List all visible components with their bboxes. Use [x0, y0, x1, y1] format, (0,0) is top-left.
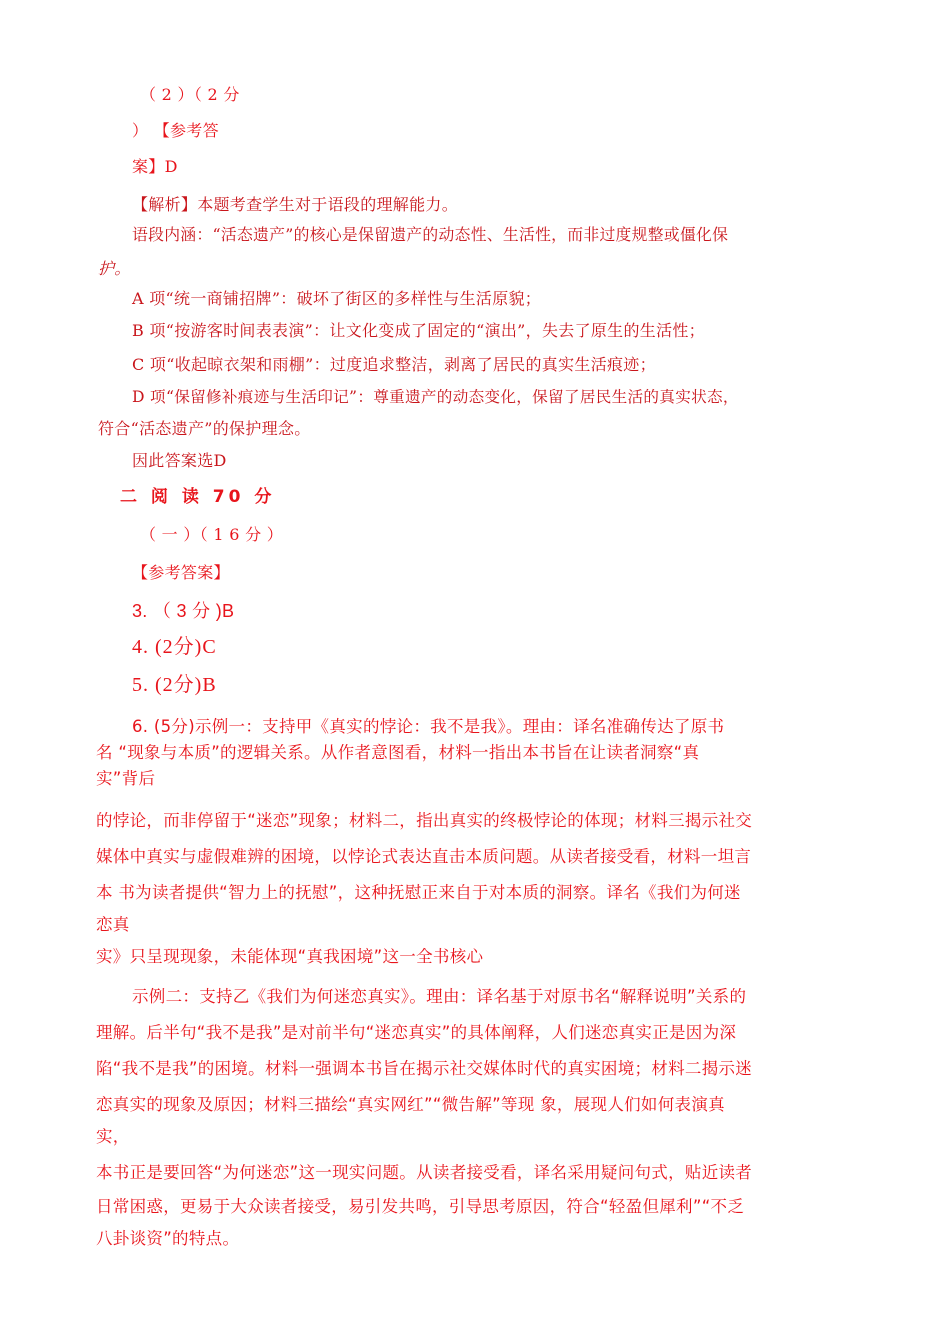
q6-line: 本 书为读者提供“智力上的抚慰”，这种抚慰正来自于对本质的洞察。译名《我们为何迷 [96, 883, 741, 902]
conclusion: 因此答案选D [132, 451, 227, 470]
analysis-line: 语段内涵：“活态遗产”的核心是保留遗产的动态性、生活性，而非过度规整或僵化保 [132, 225, 729, 244]
ref-answer-label: 【参考答案】 [132, 563, 230, 582]
option-c: C 项“收起晾衣架和雨棚”：过度追求整洁，剥离了居民的真实生活痕迹； [132, 355, 656, 374]
q6-line: 理解。后半句“我不是我”是对前半句“迷恋真实”的具体阐释，人们迷恋真实正是因为深 [96, 1023, 737, 1042]
q6-line: 6. (5分)示例一：支持甲《真实的悖论：我不是我》。理由：译名准确传达了原书 [132, 717, 725, 736]
section-heading: 二 阅 读 70 分 [120, 487, 276, 507]
analysis-line-cont: 护。 [98, 259, 131, 278]
sub-heading: （ 一 ）（ 1 6 分 ） [140, 525, 284, 544]
q2-header-cont: ） 【参考答 [132, 121, 219, 140]
q6-line: 示例二：支持乙《我们为何迷恋真实》。理由：译名基于对原书名“解释说明”关系的 [132, 987, 747, 1006]
analysis-title: 【解析】本题考查学生对于语段的理解能力。 [132, 195, 459, 214]
q6-line: 恋真实的现象及原因；材料三描绘“真实网红”“微告解”等现 象，展现人们如何表演真 [96, 1095, 725, 1114]
q2-header: （ 2 ）（ 2 分 [140, 85, 240, 104]
q6-line: 实》只呈现现象，未能体现“真我困境”这一全书核心 [96, 947, 484, 966]
q6-line: 恋真 [96, 915, 130, 934]
answer-5: 5. (2分)B [132, 674, 217, 696]
q6-line: 日常困惑，更易于大众读者接受，易引发共鸣，引导思考原因，符合“轻盈但犀利”“不乏 [96, 1197, 745, 1216]
answer-4: 4. (2分)C [132, 636, 217, 658]
option-d: D 项“保留修补痕迹与生活印记”：尊重遗产的动态变化，保留了居民生活的真实状态， [132, 388, 739, 406]
q2-answer: 案】D [132, 157, 178, 176]
option-b: B 项“按游客时间表表演”：让文化变成了固定的“演出”，失去了原生的生活性； [132, 321, 705, 340]
q6-line: 媒体中真实与虚假难辨的困境，以悖论式表达直击本质问题。从读者接受看，材料一坦言 [96, 847, 752, 866]
answer-3: 3. （ 3 分 )B [132, 601, 235, 621]
q6-line: 实”背后 [96, 769, 156, 788]
option-d-cont: 符合“活态遗产”的保护理念。 [98, 419, 311, 438]
q6-line: 八卦谈资”的特点。 [96, 1229, 240, 1248]
q6-line: 实， [96, 1127, 130, 1146]
q6-line: 本书正是要回答“为何迷恋”这一现实问题。从读者接受看，译名采用疑问句式，贴近读者 [96, 1163, 753, 1182]
q6-line: 名 “现象与本质”的逻辑关系。从作者意图看，材料一指出本书旨在让读者洞察“真 [96, 743, 700, 762]
q6-line: 陷“我不是我”的困境。材料一强调本书旨在揭示社交媒体时代的真实困境；材料二揭示迷 [96, 1059, 753, 1078]
option-a: A 项“统一商铺招牌”：破坏了街区的多样性与生活原貌； [132, 289, 542, 308]
q6-line: 的悖论，而非停留于“迷恋”现象；材料二，指出真实的终极悖论的体现；材料三揭示社交 [96, 811, 753, 830]
